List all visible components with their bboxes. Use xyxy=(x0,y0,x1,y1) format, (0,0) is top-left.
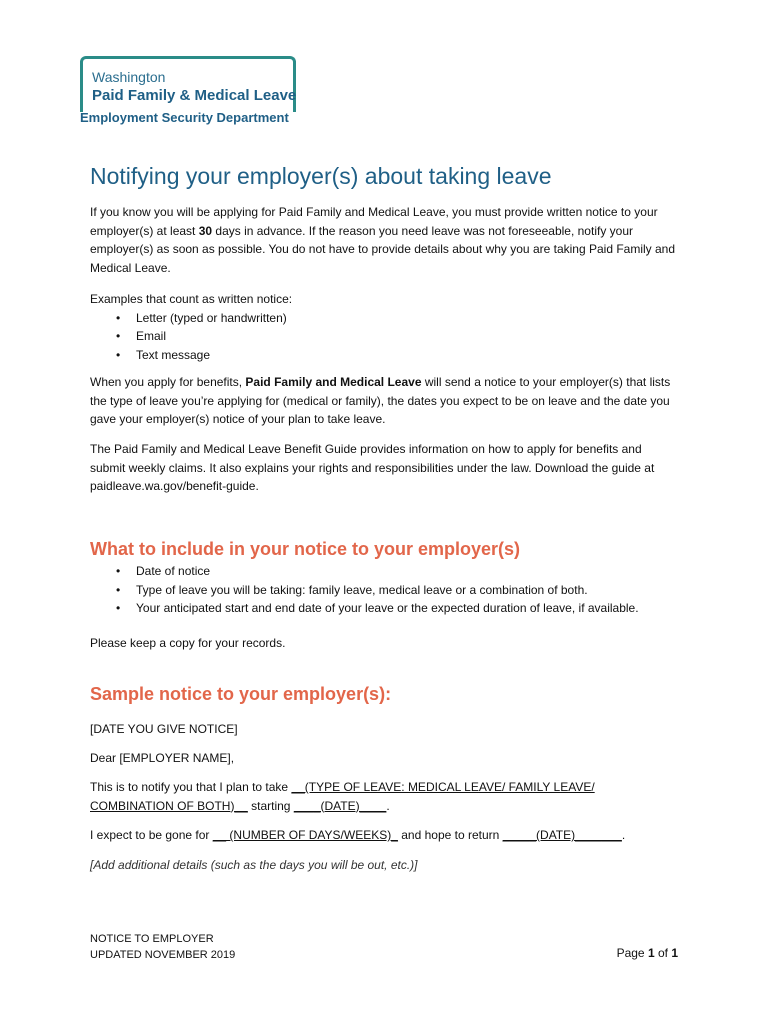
list-item: • Email xyxy=(90,327,680,346)
apply-part1: When you apply for benefits, xyxy=(90,375,246,389)
page-current: 1 xyxy=(647,946,655,960)
footer-doc-name: NOTICE TO EMPLOYER xyxy=(90,933,214,945)
list-item: • Date of notice xyxy=(90,562,680,581)
apply-program: Paid Family and Medical Leave xyxy=(245,375,422,389)
intro-paragraph xyxy=(90,203,680,277)
page-label: Page xyxy=(616,946,648,960)
list-item: • Your anticipated start and end date of your leave or the expected duration of leave, if available. xyxy=(90,599,680,618)
logo-department: Employment Security Department xyxy=(80,110,289,125)
page-total: 1 xyxy=(671,946,678,960)
list-item: • Text message xyxy=(90,346,680,365)
notify-leave-type-blank: __(TYPE OF LEAVE: MEDICAL LEAVE/ FAMILY LEAVE/ COMBINATION OF BOTH)__ xyxy=(90,780,595,813)
sample-date-line: [DATE YOU GIVE NOTICE] xyxy=(90,722,238,736)
pfml-logo xyxy=(80,56,296,112)
expect-end: . xyxy=(621,828,626,842)
apply-part2: will send a notice to your employer(s) that lists the type of leave you’re applying for (medical or family), the dates you expect to be on leave and the date you gave your employer(s) notice of your plan to take leave. xyxy=(90,375,671,426)
include-list xyxy=(90,562,680,618)
include-heading: What to include in your notice to your employer(s) xyxy=(90,539,521,559)
expect-duration-blank: __ (NUMBER OF DAYS/WEEKS)_ xyxy=(212,828,398,842)
footer-info xyxy=(90,931,235,963)
examples-label: Examples that count as written notice: xyxy=(90,292,293,306)
footer-updated: UPDATED NOVEMBER 2019 xyxy=(90,949,236,961)
examples-list xyxy=(90,309,680,365)
apply-paragraph xyxy=(90,373,680,429)
sample-additional-note: [Add additional details (such as the days you will be out, etc.)] xyxy=(90,858,418,872)
list-item: • Type of leave you will be taking: family leave, medical leave or a combination of both. xyxy=(90,581,680,600)
examples-block xyxy=(90,290,680,364)
notify-prefix: This is to notify you that I plan to take xyxy=(90,780,292,794)
intro-part2: days in advance. If the reason you need leave was not foreseeable, notify your employer(s) as soon as possible. You do not have to provide details about why you are taking Paid Family and Medical Leave. xyxy=(90,223,676,275)
keep-copy-text: Please keep a copy for your records. xyxy=(90,636,286,650)
sample-heading: Sample notice to your employer(s): xyxy=(90,684,392,704)
logo-washington: Washington xyxy=(92,69,166,85)
expect-prefix: I expect to be gone for xyxy=(90,828,213,842)
list-item: • Letter (typed or handwritten) xyxy=(90,309,680,328)
guide-paragraph: The Paid Family and Medical Leave Benefit Guide provides information on how to apply for benefits and submit weekly claims. It also explains your rights and responsibilities under the law. Download the guide at paidleave.wa.gov/benefit-guide. xyxy=(90,442,655,493)
page-of: of xyxy=(654,946,672,960)
notify-mid: starting xyxy=(247,798,294,813)
page-title: Notifying your employer(s) about taking leave xyxy=(90,163,552,189)
expect-return-date-blank: _____(DATE)_______ xyxy=(502,828,622,842)
notify-end: . xyxy=(386,798,390,813)
notify-date-blank: ____(DATE)____ xyxy=(293,798,387,813)
page-number xyxy=(617,946,678,960)
sample-notify-line xyxy=(90,778,610,815)
intro-days: 30 xyxy=(198,223,213,238)
sample-dear-line: Dear [EMPLOYER NAME], xyxy=(90,751,235,765)
intro-part1: If you know you will be applying for Paid Family and Medical Leave, you must provide written notice to your employer(s) at least xyxy=(90,205,658,238)
expect-mid: and hope to return xyxy=(397,828,503,842)
logo-program-name: Paid Family & Medical Leave xyxy=(92,87,297,104)
sample-expect-line xyxy=(90,826,680,845)
